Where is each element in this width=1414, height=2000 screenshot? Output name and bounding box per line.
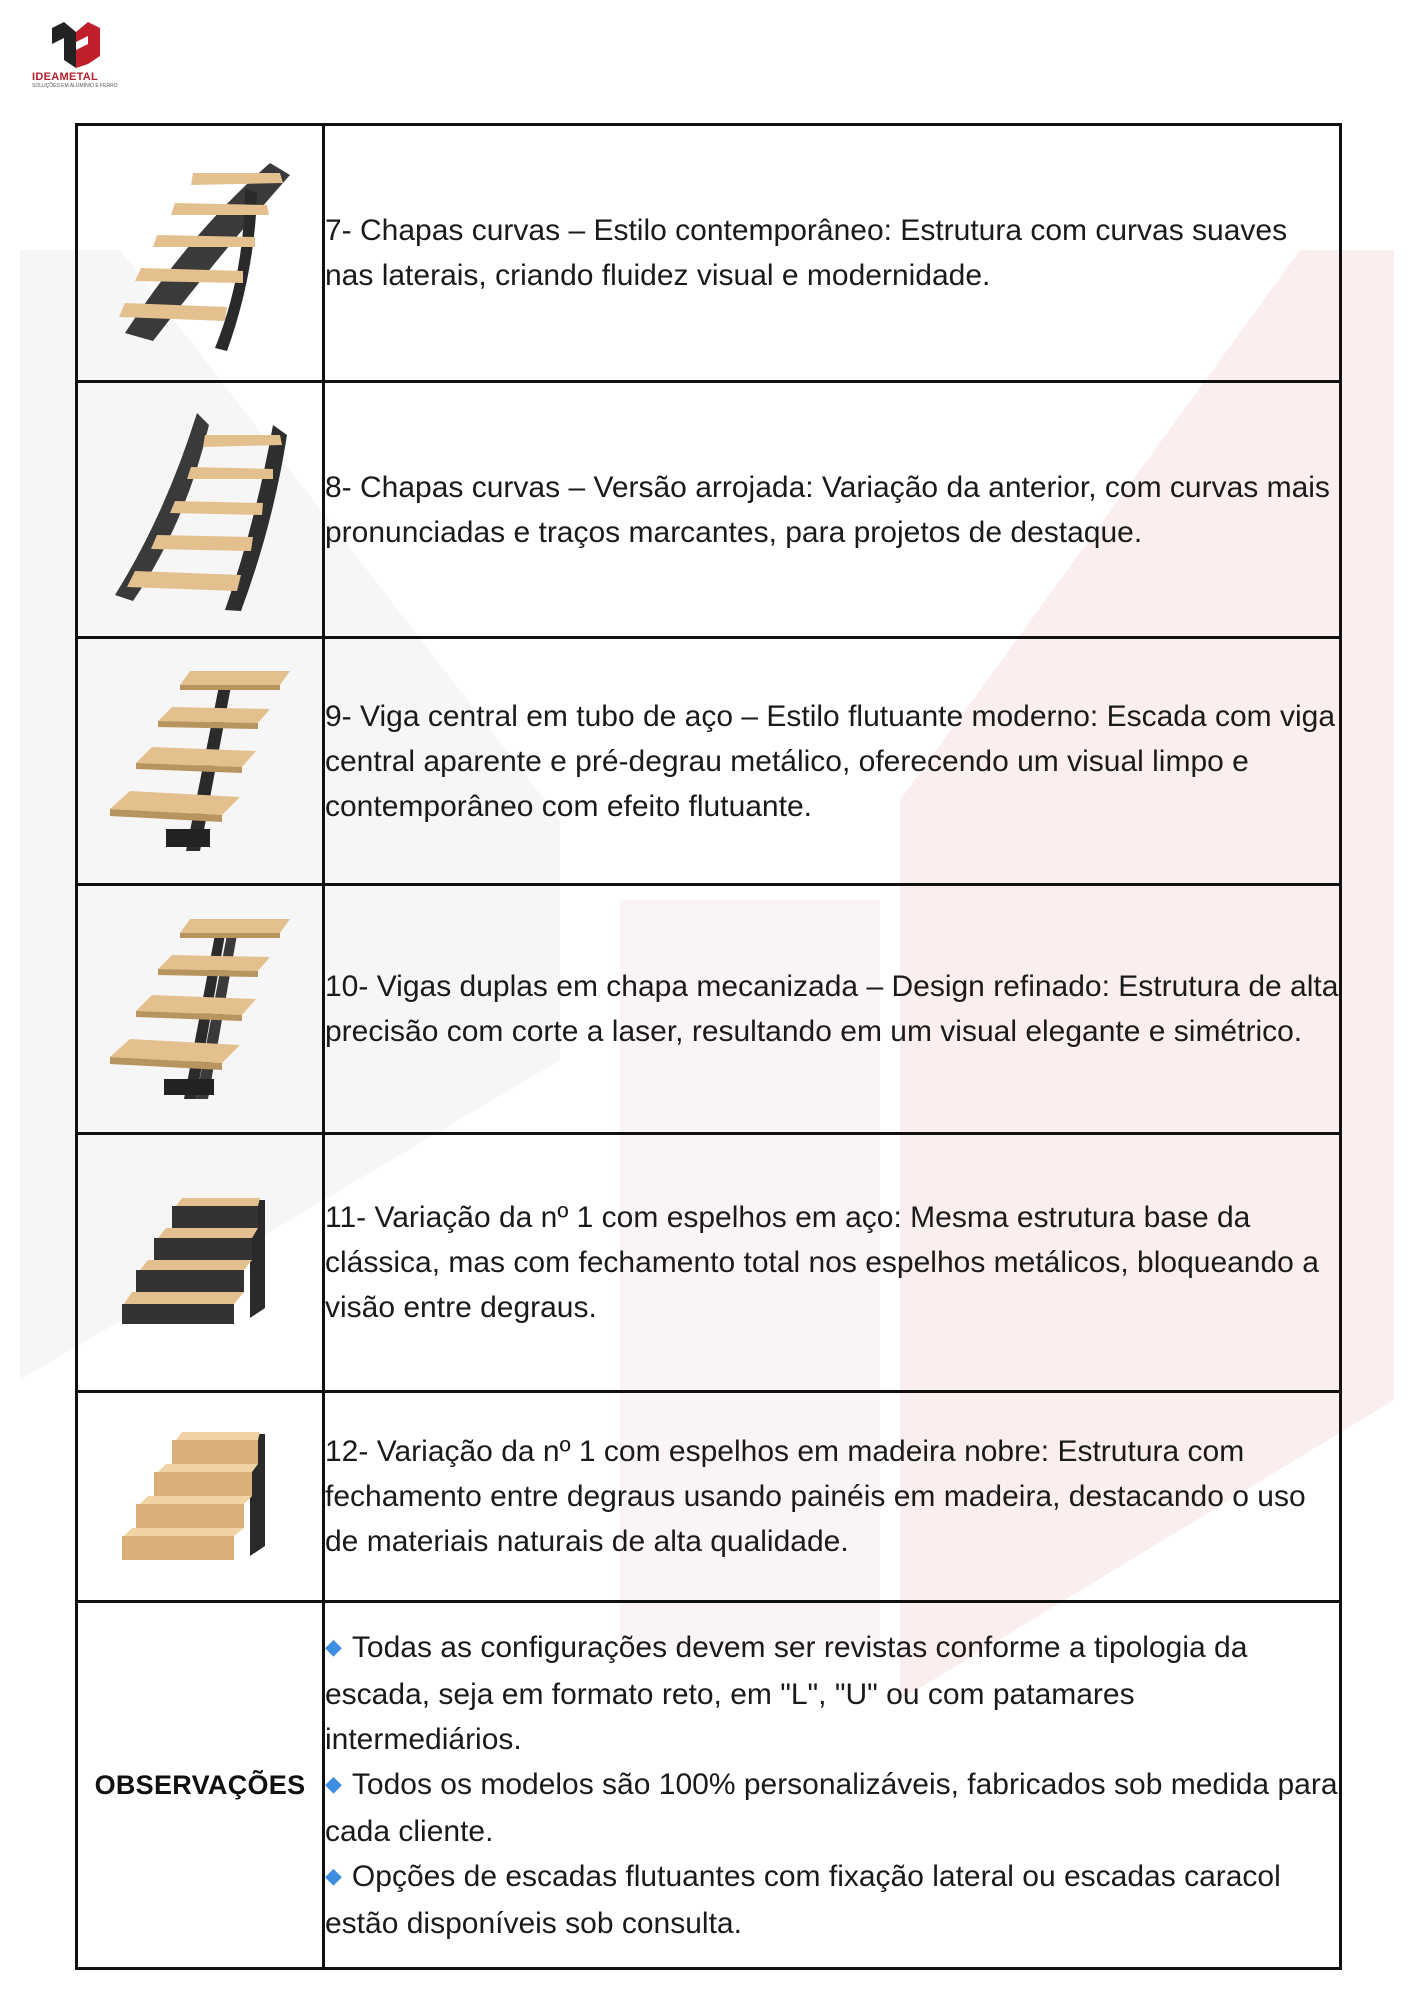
diamond-bullet-icon: ◆ <box>325 1770 342 1796</box>
diamond-bullet-icon: ◆ <box>325 1633 342 1659</box>
wood-riser-stair-icon <box>120 1422 280 1572</box>
list-item <box>325 1625 1339 1762</box>
stair-image-cell <box>77 885 324 1134</box>
stair-image-cell <box>77 125 324 382</box>
ideametal-logo <box>32 20 128 100</box>
observations-label: OBSERVAÇÕES <box>77 1602 324 1969</box>
stair-image-cell <box>77 638 324 885</box>
stair-description: 8- Chapas curvas – Versão arrojada: Variação da anterior, com curvas mais pronunciadas e traços marcantes, para projetos de destaque. <box>324 382 1341 638</box>
stair-models-table <box>75 123 1342 1970</box>
stair-description: 9- Viga central em tubo de aço – Estilo flutuante moderno: Escada com viga central aparente e pré-degrau metálico, oferecendo um visual limpo e contemporâneo com efeito flutuante. <box>324 638 1341 885</box>
central-beam-stair-icon <box>100 661 300 861</box>
stair-description: 11- Variação da nº 1 com espelhos em aço: Mesma estrutura base da clássica, mas com fechamento total nos espelhos metálicos, bloqueando a visão entre degraus. <box>324 1134 1341 1392</box>
observation-text: Todas as configurações devem ser revistas conforme a tipologia da escada, seja em formato reto, em "L", "U" ou com patamares intermediários. <box>325 1630 1248 1756</box>
double-beam-stair-icon <box>100 909 300 1109</box>
observation-text: Todos os modelos são 100% personalizáveis, fabricados sob medida para cada cliente. <box>325 1767 1338 1848</box>
stair-image-cell <box>77 1392 324 1602</box>
stair-description: 7- Chapas curvas – Estilo contemporâneo: Estrutura com curvas suaves nas laterais, criando fluidez visual e modernidade. <box>324 125 1341 382</box>
list-item <box>325 1854 1339 1946</box>
table-row <box>77 885 1341 1134</box>
stair-description: 12- Variação da nº 1 com espelhos em madeira nobre: Estrutura com fechamento entre degraus usando painéis em madeira, destacando o uso de materiais naturais de alta qualidade. <box>324 1392 1341 1602</box>
stair-description: 10- Vigas duplas em chapa mecanizada – Design refinado: Estrutura de alta precisão com corte a laser, resultando em um visual elegante e simétrico. <box>324 885 1341 1134</box>
stair-image-cell <box>77 1134 324 1392</box>
curved-plate-stair-icon <box>105 153 295 353</box>
observation-text: Opções de escadas flutuantes com fixação lateral ou escadas caracol estão disponíveis sob consulta. <box>325 1859 1281 1940</box>
brand-tagline: SOLUÇÕES EM ALUMÍNIO E FERRO <box>32 83 118 89</box>
diamond-bullet-icon: ◆ <box>325 1862 342 1888</box>
observations-row <box>77 1602 1341 1969</box>
table-row <box>77 638 1341 885</box>
steel-riser-stair-icon <box>120 1188 280 1338</box>
bold-curved-plate-stair-icon <box>105 405 295 615</box>
table-row <box>77 382 1341 638</box>
table-row <box>77 1134 1341 1392</box>
ideametal-logo-mark <box>50 20 102 70</box>
brand-name: IDEAMETAL <box>32 71 99 83</box>
table-row <box>77 1392 1341 1602</box>
list-item <box>325 1762 1339 1854</box>
table-row <box>77 125 1341 382</box>
stair-image-cell <box>77 382 324 638</box>
observations-list <box>324 1602 1341 1969</box>
